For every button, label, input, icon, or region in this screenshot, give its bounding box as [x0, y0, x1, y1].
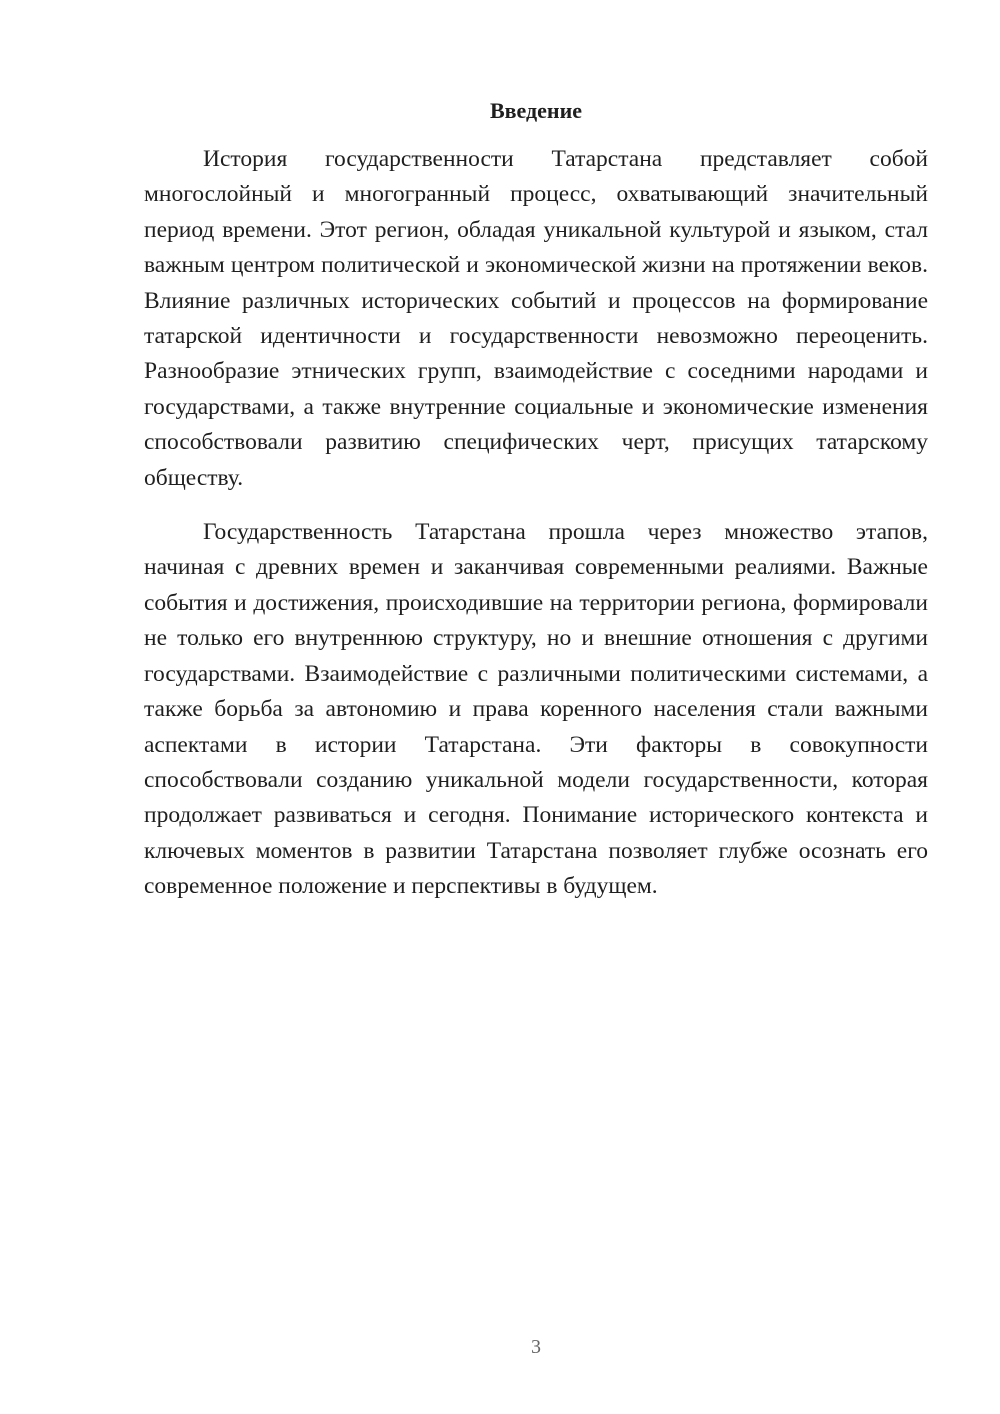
paragraph-1: История государственности Татарстана представляет собой многослойный и многогранный процесс, охватывающий значительный период времени. Этот регион, обладая уникальной культурой и языком, стал важным центром политической и экономической жизни на протяжении веков. Влияние различных исторических событий и процессов на формирование татарской идентичности и государственности невозможно переоценить. Разнообразие этнических групп, взаимодействие с соседними народами и государствами, а также внутренние социальные и экономические изменения способствовали развитию специфических черт, присущих татарскому обществу. [144, 146, 928, 491]
page-title: Введение [489, 98, 583, 123]
document-body [144, 142, 928, 905]
paragraph-2: Государственность Татарстана прошла через множество этапов, начиная с древних времен и заканчивая современными реалиями. Важные события и достижения, происходившие на территории региона, формировали не только его внутреннюю структуру, но и внешние отношения с другими государствами. Взаимодействие с различными политическими системами, а также борьба за автономию и права коренного населения стали важными аспектами в истории Татарстана. Эти факторы в совокупности способствовали созданию уникальной модели государственности, которая продолжает развиваться и сегодня. Понимание исторического контекста и ключевых моментов в развитии Татарстана позволяет глубже осознать его современное положение и перспективы в будущем. [144, 519, 928, 900]
page-number: 3 [531, 1336, 541, 1358]
